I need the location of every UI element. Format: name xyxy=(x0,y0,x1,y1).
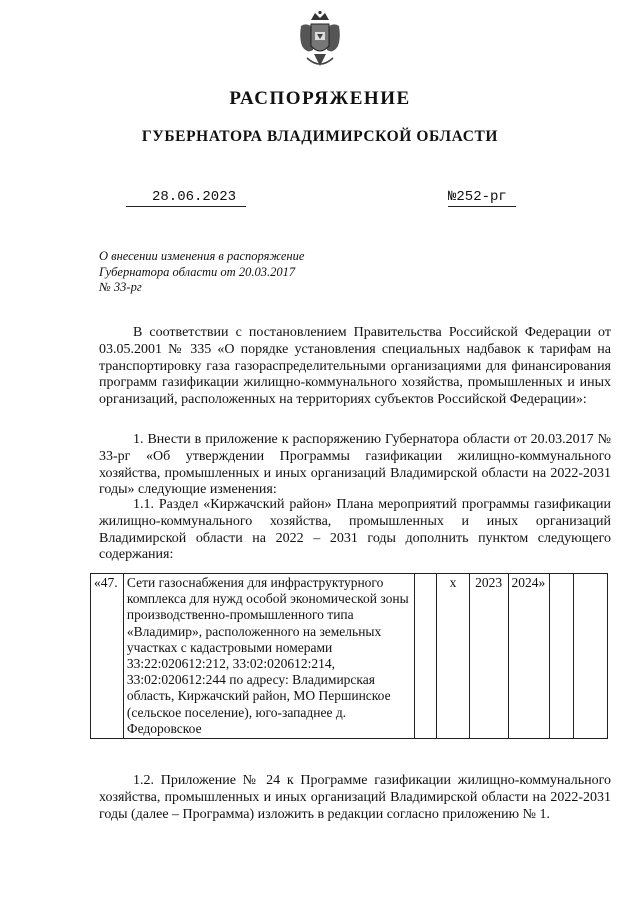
row-number-cell: «47. xyxy=(91,574,124,739)
row-start-year-cell: 2023 xyxy=(469,574,508,739)
document-title: РАСПОРЯЖЕНИЕ xyxy=(229,88,411,109)
document-number: №252-рг xyxy=(448,189,507,205)
coat-of-arms-icon xyxy=(297,10,343,70)
paragraph-item-1-2: 1.2. Приложение № 24 к Программе газификации жилищно-коммунального хозяйства, промышленных и иных организаций Владимирской области на 2022-2031 годы (далее – Программа) изложить в редакции согласно приложению № 1. xyxy=(99,773,611,822)
paragraph-item-1-1: 1.1. Раздел «Киржачский район» Плана мероприятий программы газификации жилищно-коммунального хозяйства, промышленных и иных организаций Владимирской области на 2022 – 2031 годы дополнить пунктом следующего содержания: xyxy=(99,497,611,563)
row-name-cell: Сети газоснабжения для инфраструктурного комплекса для нужд особой экономической зоны производственно-промышленного типа «Владимир», расположенного на земельных участках с кадастровыми номерами 33:22:020612:212, 33:02:020612:214, 33:02:020612:244 по адресу: Владимирская область, Киржачский район, МО Першинское (сельское поселение), юго-западнее д. Федоровское xyxy=(123,574,414,739)
plan-table xyxy=(90,573,608,739)
row-end-year-cell: 2024» xyxy=(508,574,549,739)
number-underline xyxy=(448,206,516,207)
empty-cell xyxy=(549,574,573,739)
empty-cell xyxy=(573,574,607,739)
subject-line: № 33-рг xyxy=(99,280,142,294)
empty-cell xyxy=(414,574,436,739)
date-underline xyxy=(126,206,246,207)
document-date: 28.06.2023 xyxy=(152,189,237,205)
table-row xyxy=(91,574,608,739)
issuer-title: ГУБЕРНАТОРА ВЛАДИМИРСКОЙ ОБЛАСТИ xyxy=(141,128,499,145)
paragraph-preamble: В соответствии с постановлением Правительства Российской Федерации от 03.05.2001 № 335 «О порядке установления специальных надбавок к тарифам на транспортировку газа газораспределительными организациями для финансирования программ газификации жилищно-коммунального хозяйства, промышленных и иных организаций, расположенных на территориях субъектов Российской Федерации»: xyxy=(99,325,611,408)
paragraph-item-1: 1. Внести в приложение к распоряжению Губернатора области от 20.03.2017 № 33-рг «Об утверждении Программы газификации жилищно-коммунального хозяйства, промышленных и иных организаций Владимирской области на 2022-2031 годы» следующие изменения: xyxy=(99,432,611,498)
row-mark-cell: х xyxy=(437,574,469,739)
document-subject xyxy=(99,249,339,296)
subject-line: О внесении изменения в распоряжение xyxy=(99,249,305,263)
subject-line: Губернатора области от 20.03.2017 xyxy=(99,264,296,279)
